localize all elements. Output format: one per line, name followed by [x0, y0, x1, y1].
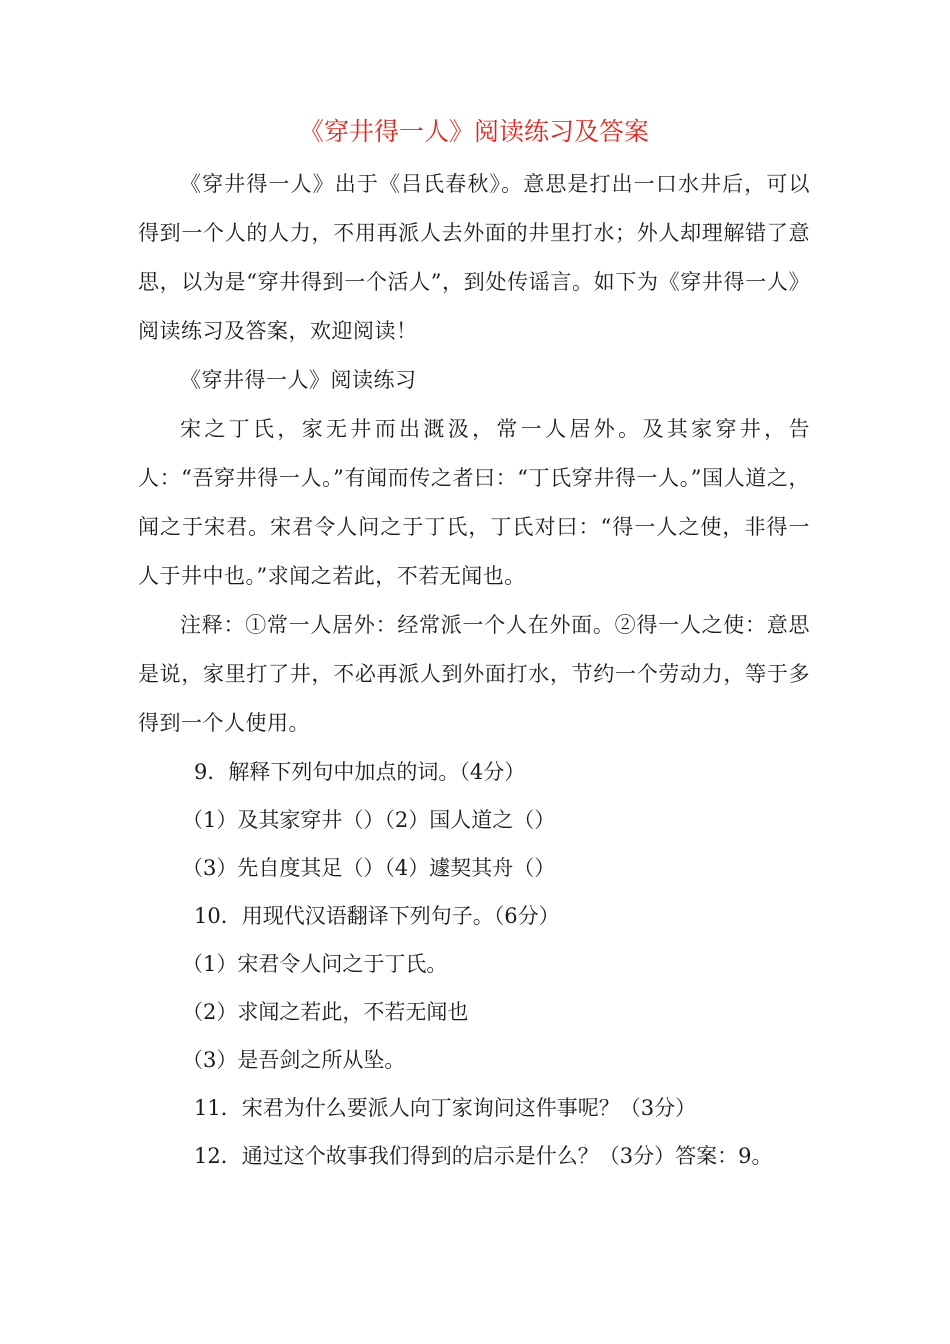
passage-paragraph: 宋之丁氏，家无井而出溉汲，常一人居外。及其家穿井，告人：“吾穿井得一人。”有闻而传之者曰：“丁氏穿井得一人。”国人道之，闻之于宋君。宋君令人问之于丁氏，丁氏对曰：“得一人之使，非得一人于井中也。”求闻之若此，不若无闻也。: [138, 417, 810, 588]
question-9-line-2: （3）先自度其足（）（4）遽契其舟（）: [182, 856, 556, 880]
intro-paragraph: 《穿井得一人》出于《吕氏春秋》。意思是打出一口水井后，可以得到一个人的人力，不用再派人去外面的井里打水；外人却理解错了意思，以为是“穿井得到一个活人”，到处传谣言。如下为《穿井得一人》阅读练习及答案，欢迎阅读！: [138, 172, 810, 343]
question-9-stem: 9．解释下列句中加点的词。（4分）: [194, 760, 526, 784]
document-title: 《穿井得一人》阅读练习及答案: [298, 117, 649, 146]
notes-paragraph: 注释：①常一人居外：经常派一个人在外面。②得一人之使：意思是说，家里打了井，不必再派人到外面打水，节约一个劳动力，等于多得到一个人使用。: [138, 613, 810, 735]
question-10-item-2: （2）求闻之若此，不若无闻也: [182, 1000, 469, 1024]
document-page: [138, 112, 810, 1180]
question-10-stem: 10．用现代汉语翻译下列句子。（6分）: [194, 904, 560, 928]
question-11-stem: 11．宋君为什么要派人向丁家询问这件事呢？（3分）: [194, 1096, 697, 1120]
question-12-stem: 12．通过这个故事我们得到的启示是什么？（3分）答案：9。: [194, 1144, 773, 1168]
question-10-item-3: （3）是吾剑之所从坠。: [182, 1048, 406, 1072]
section-heading: 《穿井得一人》阅读练习: [180, 368, 417, 392]
question-10-item-1: （1）宋君令人问之于丁氏。: [182, 952, 448, 976]
question-9-line-1: （1）及其家穿井（）（2）国人道之（）: [182, 808, 556, 832]
